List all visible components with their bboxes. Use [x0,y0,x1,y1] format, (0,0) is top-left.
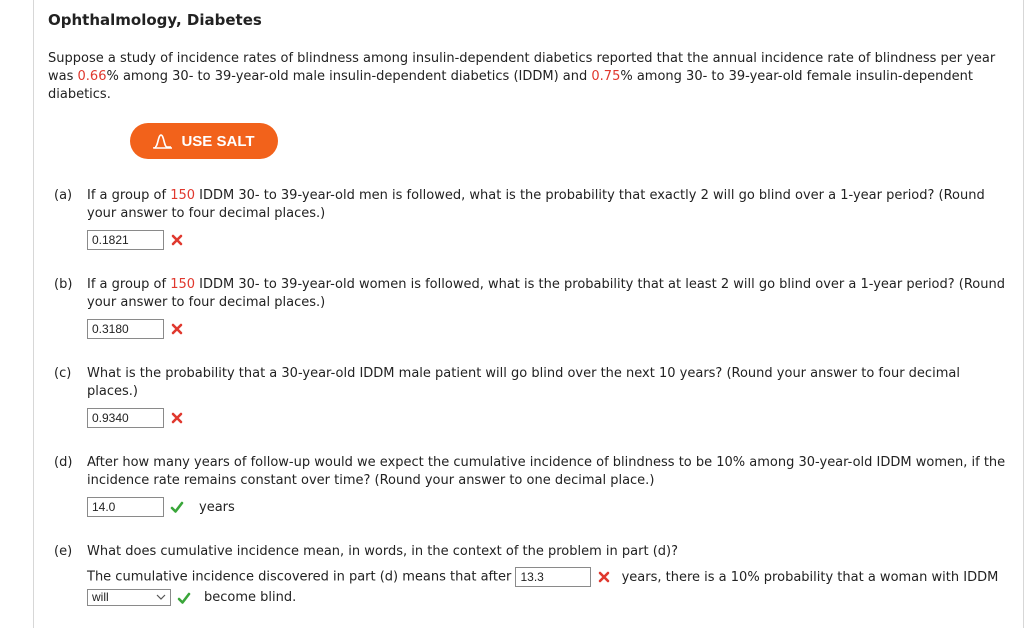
select-value: will [92,590,109,604]
correct-icon [170,500,184,514]
answer-input-a[interactable]: 0.1821 [87,230,164,250]
answer-input-c[interactable]: 0.9340 [87,408,164,428]
question-e [54,543,1014,561]
intro-text-2: % among 30- to 39-year-old male insulin-dependent diabetics (IDDM) and [106,69,592,84]
question-text: If a group of 150 IDDM 30- to 39-year-old men is followed, what is the probability that exactly 2 will go blind over a 1-year period? (Round your answer to four decimal places.) [87,188,985,221]
incorrect-icon [597,570,611,584]
group-size: 150 [170,188,196,203]
unit-years: years [199,499,235,515]
female-rate: 0.75 [591,69,621,84]
use-salt-label: USE SALT [181,132,255,150]
group-size: 150 [170,277,196,292]
question-a [54,187,1014,223]
question-text: What does cumulative incidence mean, in words, in the context of the problem in part (d)? [87,544,678,559]
sentence-part-3: become blind. [204,590,297,605]
question-label: (e) [54,544,73,559]
incorrect-icon [170,233,184,247]
answer-e-select-row [87,589,296,606]
will-select[interactable] [87,589,171,606]
sentence-part-2: years, there is a 10% probability that a woman with IDDM [617,569,999,585]
answer-a [87,230,184,250]
use-salt-button[interactable] [130,123,278,159]
question-c [54,365,1014,401]
answer-input-d[interactable]: 14.0 [87,497,164,517]
page-title: Ophthalmology, Diabetes [48,11,262,29]
answer-input-b[interactable]: 0.3180 [87,319,164,339]
question-label: (c) [54,366,72,381]
salt-icon [153,133,173,149]
intro-text-3: % among 30- to 39-year-old female insulin-dependent diabetics. [48,69,973,102]
correct-icon [177,591,191,605]
question-text: If a group of 150 IDDM 30- to 39-year-old women is followed, what is the probability that at least 2 will go blind over a 1-year period? (Round your answer to four decimal places.) [87,277,1005,310]
question-d [54,454,1014,490]
male-rate: 0.66 [77,69,107,84]
intro-text-1: Suppose a study of incidence rates of blindness among insulin-dependent diabetics reported that the annual incidence rate of blindness per year was [48,51,996,84]
question-text: After how many years of follow-up would we expect the cumulative incidence of blindness to be 10% among 30-year-old IDDM women, if the incidence rate remains constant over time? (Round your answer to one decimal place.) [87,455,1006,488]
answer-b [87,319,184,339]
question-label: (d) [54,455,73,470]
question-label: (b) [54,277,73,292]
problem-intro [48,50,998,104]
incorrect-icon [170,411,184,425]
answer-e-sentence [87,567,1017,587]
answer-c [87,408,184,428]
incorrect-icon [170,322,184,336]
question-text: What is the probability that a 30-year-old IDDM male patient will go blind over the next 10 years? (Round your answer to four decimal places.) [87,366,960,399]
question-label: (a) [54,188,73,203]
chevron-down-icon [156,591,166,603]
answer-d [87,497,235,517]
question-b [54,276,1014,312]
sentence-part-1: The cumulative incidence discovered in part (d) means that after [87,569,516,585]
answer-input-e[interactable]: 13.3 [515,567,591,587]
